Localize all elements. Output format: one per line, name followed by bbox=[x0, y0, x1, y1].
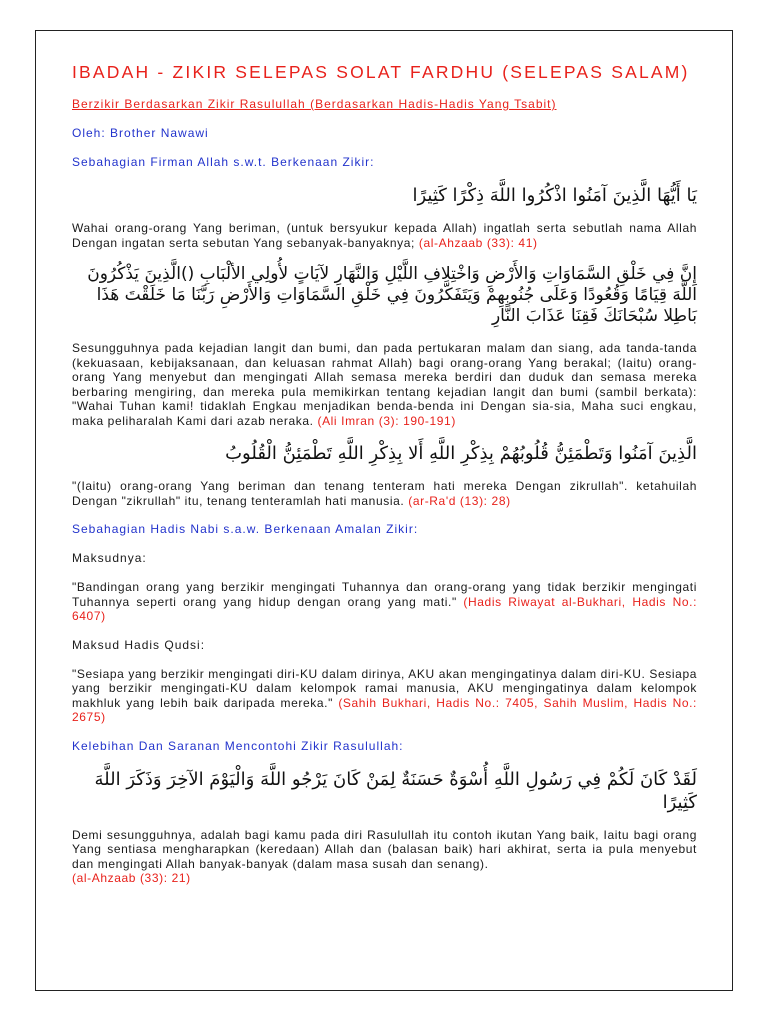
qudsi-label: Maksud Hadis Qudsi: bbox=[72, 637, 206, 652]
firman-heading: Sebahagian Firman Allah s.w.t. Berkenaan Zikir: bbox=[72, 155, 375, 169]
verse-2-translation bbox=[72, 341, 697, 428]
hadis-1-reference: (Hadis Riwayat al-Bukhari, Hadis No.: 6407) bbox=[72, 594, 698, 623]
hadis-1 bbox=[72, 580, 697, 624]
document-title: IBADAH - ZIKIR SELEPAS SOLAT FARDHU (SELEPAS SALAM) bbox=[72, 62, 690, 82]
verse-4-text: Demi sesungguhnya, adalah bagi kamu pada diri Rasulullah itu contoh ikutan Yang baik, Iaitu bagi orang Yang sentiasa mengharapkan (keredaan) Allah dan (balasan baik) hari akhirat, serta ia pula menyebut dan mengingati Allah banyak-banyak (dalam masa susah dan senang). bbox=[72, 827, 697, 871]
verse-3-reference: (ar-Ra'd (13): 28) bbox=[408, 493, 511, 508]
verse-2-arabic: إِنَّ فِي خَلْقِ السَّمَاوَاتِ وَالأَرْضِ وَاخْتِلافِ اللَّيْلِ وَالنَّهَارِ لآيَاتٍ لأُولِي الألْبَابِ ()الَّذِينَ يَذْكُرُونَ اللَّهَ قِيَامًا وَقُعُودًا وَعَلَى جُنُوبِهِمْ وَيَتَفَكَّرُونَ فِي خَلْقِ السَّمَاوَاتِ وَالأَرْضِ رَبَّنَا مَا خَلَقْتَ هَذَا بَاطِلا سُبْحَانَكَ فَقِنَا عَذَابَ النَّارِ bbox=[87, 264, 697, 326]
kelebihan-heading: Kelebihan Dan Saranan Mencontohi Zikir Rasulullah: bbox=[72, 738, 404, 753]
verse-4-reference: (al-Ahzaab (33): 21) bbox=[72, 871, 191, 885]
verse-2-reference: (Ali Imran (3): 190-191) bbox=[317, 413, 456, 428]
hadis-heading: Sebahagian Hadis Nabi s.a.w. Berkenaan Amalan Zikir: bbox=[72, 522, 419, 536]
hadis-2-text: "Sesiapa yang berzikir mengingati diri-KU dalam dirinya, AKU akan mengingatinya dalam diri-KU. Sesiapa yang berzikir mengingati-KU dalam kelompok ramai manusia, AKU mengingatinya dalam kelompok makhluk yang lebih baik daripada mereka." bbox=[72, 666, 697, 710]
author-line: Oleh: Brother Nawawi bbox=[72, 126, 209, 140]
hadis-1-text: "Bandingan orang yang berzikir mengingati Tuhannya dan orang-orang yang tidak berzikir mengingati Tuhannya seperti orang yang hidup dengan orang yang mati." bbox=[72, 580, 697, 609]
maksudnya-label: Maksudnya: bbox=[72, 551, 147, 565]
verse-1-text: Wahai orang-orang Yang beriman, (untuk bersyukur kepada Allah) ingatlah serta sebutlah nama Allah Dengan ingatan serta sebutan Yang sebanyak-banyaknya; bbox=[72, 221, 697, 250]
document-body bbox=[72, 62, 697, 900]
verse-4-translation bbox=[72, 828, 697, 886]
verse-3-translation bbox=[72, 479, 697, 508]
verse-3-text: "(Iaitu) orang-orang Yang beriman dan tenang tenteram hati mereka Dengan zikrullah". ketahuilah Dengan "zikrullah" itu, tenang tenteramlah hati manusia. bbox=[72, 479, 697, 508]
document-subtitle-link[interactable]: Berzikir Berdasarkan Zikir Rasulullah (Berdasarkan Hadis-Hadis Yang Tsabit) bbox=[72, 97, 557, 111]
hadis-2-reference: (Sahih Bukhari, Hadis No.: 7405, Sahih Muslim, Hadis No.: 2675) bbox=[72, 695, 697, 724]
verse-3-arabic: الَّذِينَ آمَنُوا وَتَطْمَئِنُّ قُلُوبُهُمْ بِذِكْرِ اللَّهِ أَلا بِذِكْرِ اللَّهِ تَطْمَئِنُّ الْقُلُوبُ bbox=[225, 443, 697, 464]
verse-2-text: Sesungguhnya pada kejadian langit dan bumi, dan pada pertukaran malam dan siang, ada tanda-tanda (kekuasaan, kebijaksanaan, dan keluasan rahmat Allah) bagi orang-orang Yang berakal; (Iaitu) orang-orang Yang menyebut dan mengingati Allah semasa mereka berdiri dan duduk dan semasa mereka berbaring mengiring, dan mereka pula memikirkan tentang kejadian langit dan bumi (sambil berkata): "Wahai Tuhan kami! tidaklah Engkau menjadikan benda-benda ini Dengan sia-sia, Maha suci engkau, maka peliharalah Kami dari azab neraka. bbox=[72, 341, 697, 428]
verse-1-reference: (al-Ahzaab (33): 41) bbox=[418, 235, 538, 250]
verse-1-translation bbox=[72, 221, 697, 250]
verse-4-arabic: لَقَدْ كَانَ لَكُمْ فِي رَسُولِ اللَّهِ أُسْوَةٌ حَسَنَةٌ لِمَنْ كَانَ يَرْجُو اللَّهَ وَالْيَوْمَ الآخِرَ وَذَكَرَ اللَّهَ كَثِيرًا bbox=[94, 768, 697, 813]
verse-1-arabic: يَا أَيُّهَا الَّذِينَ آمَنُوا اذْكُرُوا اللَّهَ ذِكْرًا كَثِيرًا bbox=[412, 185, 697, 206]
hadis-2 bbox=[72, 667, 697, 725]
